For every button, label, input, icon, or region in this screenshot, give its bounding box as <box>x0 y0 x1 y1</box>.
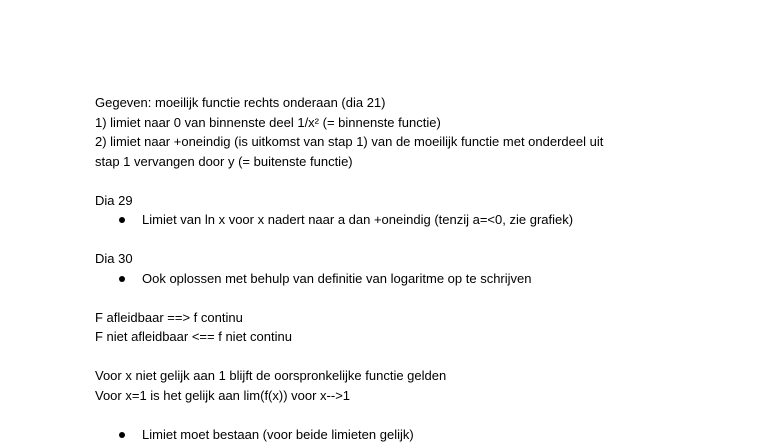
dia-30-heading: Dia 30 <box>95 249 735 269</box>
spacer <box>95 171 735 191</box>
dia-29-bullet-item <box>95 210 735 230</box>
voorwaarde-line-2: Voor x=1 is het gelijk aan lim(f(x)) voor x-->1 <box>95 386 735 406</box>
intro-line-step-1: 1) limiet naar 0 van binnenste deel 1/x² (= binnenste functie) <box>95 113 735 133</box>
dia-30-bullet-text: Ook oplossen met behulp van definitie van logaritme op te schrijven <box>142 271 532 286</box>
bullet-icon <box>119 432 125 438</box>
spacer <box>95 347 735 367</box>
bullet-icon <box>119 276 125 282</box>
bullet-icon <box>119 217 125 223</box>
intro-line-step-2: 2) limiet naar +oneindig (is uitkomst van stap 1) van de moeilijk functie met onderdeel uit <box>95 132 735 152</box>
dia-29-heading: Dia 29 <box>95 191 735 211</box>
spacer <box>95 288 735 308</box>
dia-30-bullet-item <box>95 269 735 289</box>
dia-29-bullet-text: Limiet van ln x voor x nadert naar a dan +oneindig (tenzij a=<0, zie grafiek) <box>142 212 573 227</box>
intro-line-given: Gegeven: moeilijk functie rechts onderaan (dia 21) <box>95 93 735 113</box>
afleidbaar-line-2: F niet afleidbaar <== f niet continu <box>95 327 735 347</box>
spacer <box>95 405 735 425</box>
voorwaarde-bullet-item <box>95 425 735 444</box>
document-body <box>95 93 735 444</box>
voorwaarde-bullet-text: Limiet moet bestaan (voor beide limieten gelijk) <box>142 427 414 442</box>
spacer <box>95 230 735 250</box>
intro-line-step-2-cont: stap 1 vervangen door y (= buitenste functie) <box>95 152 735 172</box>
voorwaarde-line-1: Voor x niet gelijk aan 1 blijft de oorspronkelijke functie gelden <box>95 366 735 386</box>
afleidbaar-line-1: F afleidbaar ==> f continu <box>95 308 735 328</box>
